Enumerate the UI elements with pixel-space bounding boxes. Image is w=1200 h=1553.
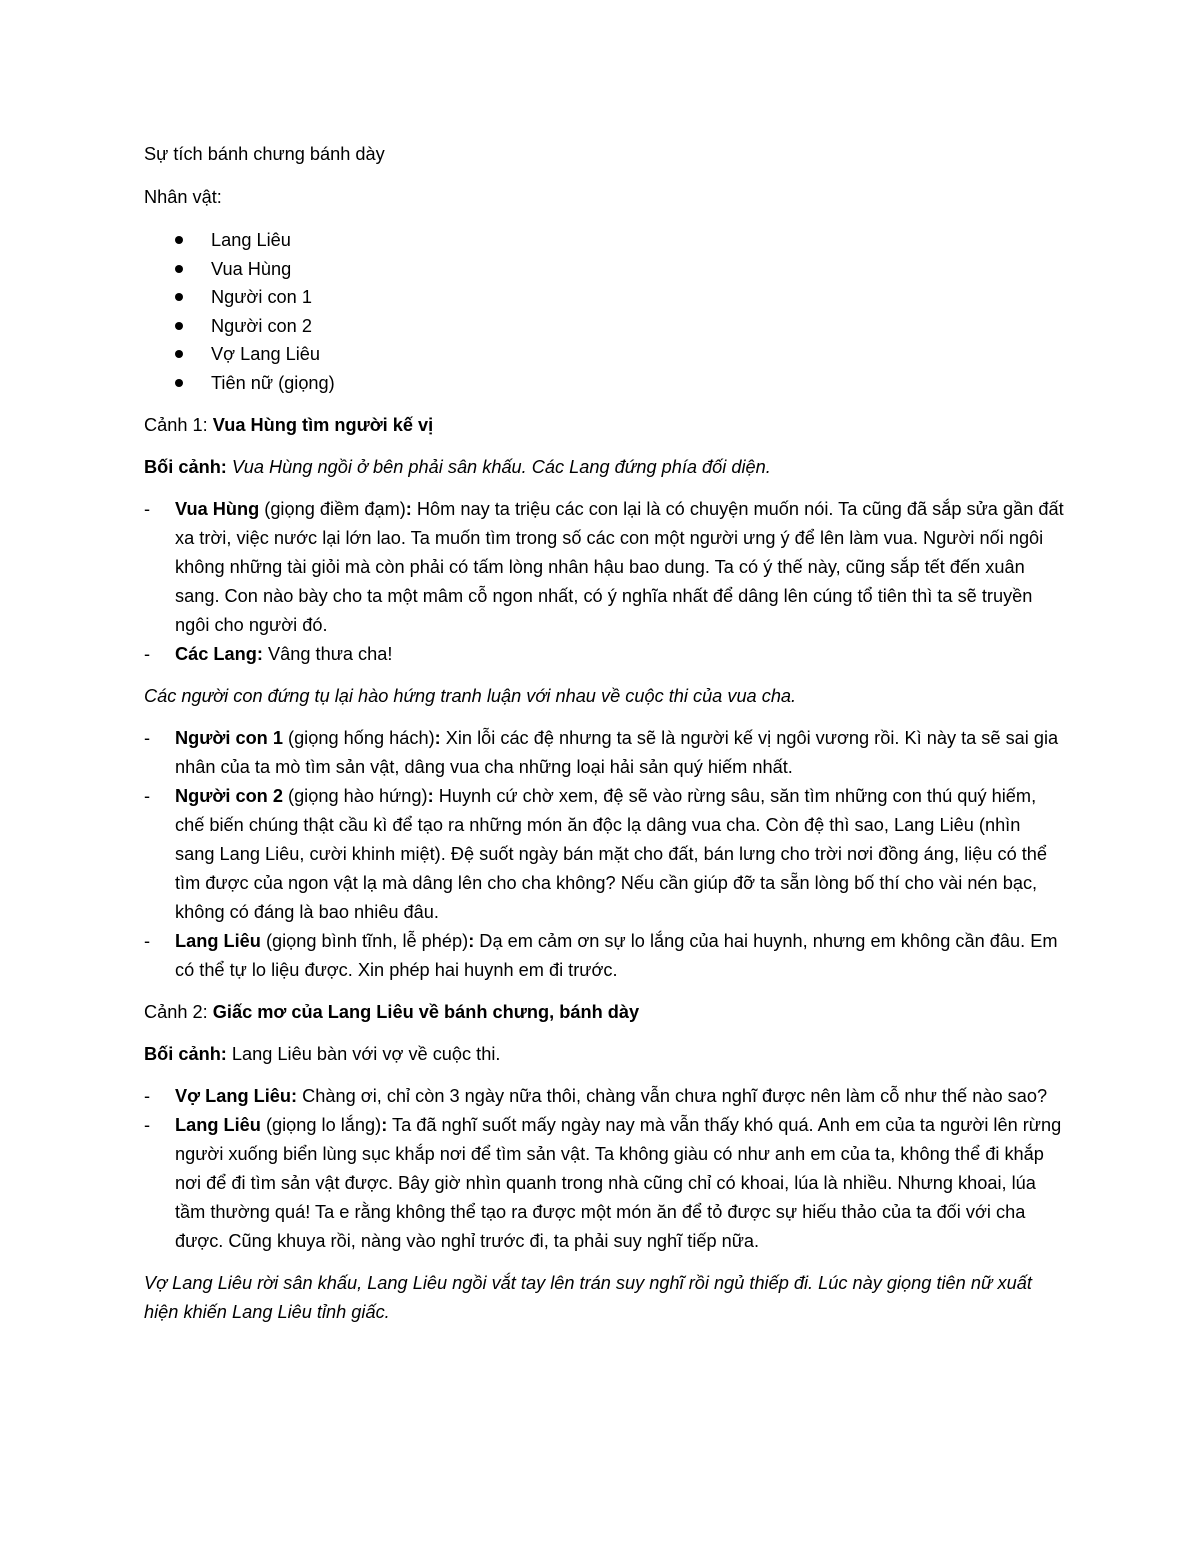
- dialog-text: Vâng thưa cha!: [262, 644, 393, 664]
- scene-2-context: [144, 1040, 1064, 1069]
- character-name: Tiên nữ (giọng): [211, 372, 335, 393]
- speaker-colon: :: [405, 499, 412, 519]
- bullet-icon: [175, 265, 183, 273]
- speaker: Lang Liêu: [175, 1115, 261, 1135]
- speaker-colon: :: [291, 1086, 298, 1106]
- dialog-line: [144, 640, 1064, 669]
- speaker: Vua Hùng: [175, 499, 260, 519]
- document-title: Sự tích bánh chưng bánh dày: [144, 144, 385, 164]
- speaker-colon: :: [427, 786, 434, 806]
- speaker: Người con 1: [175, 728, 283, 748]
- speaker-note: (giọng hống hách): [282, 728, 435, 748]
- dash-marker: -: [144, 728, 151, 748]
- dash-marker: -: [144, 786, 151, 806]
- dialog-line: [144, 1082, 1064, 1111]
- speaker-colon: :: [381, 1115, 388, 1135]
- speaker-note: (giọng hào hứng): [282, 786, 428, 806]
- dialog-line: [144, 495, 1064, 640]
- scene-2-heading: [144, 998, 1064, 1027]
- dash-marker: -: [144, 931, 151, 951]
- bullet-icon: [175, 379, 183, 387]
- list-item: [144, 369, 1064, 398]
- dialog-line: [144, 724, 1064, 782]
- scene-title: Vua Hùng tìm người kế vị: [212, 415, 434, 435]
- list-item: [144, 255, 1064, 284]
- context-label: Bối cảnh:: [144, 457, 227, 477]
- list-item: [144, 312, 1064, 341]
- speaker-note: (giọng điềm đạm): [259, 499, 406, 519]
- dialog-line: [144, 782, 1064, 927]
- dialog-line: [144, 927, 1064, 985]
- dialog-line: [144, 1111, 1064, 1256]
- speaker-colon: :: [256, 644, 263, 664]
- scene-1-dialog: [144, 495, 1064, 669]
- character-name: Người con 1: [211, 287, 312, 307]
- list-item: [144, 283, 1064, 312]
- character-name: Người con 2: [211, 315, 312, 336]
- stage-direction: Vợ Lang Liêu rời sân khấu, Lang Liêu ngồi vắt tay lên trán suy nghĩ rồi ngủ thiếp đi. Lúc này giọng tiên nữ xuất hiện khiến Lang Liêu tỉnh giấc.: [144, 1273, 1032, 1322]
- dialog-text: Chàng ơi, chỉ còn 3 ngày nữa thôi, chàng vẫn chưa nghĩ được nên làm cỗ như thế nào sao?: [297, 1086, 1048, 1106]
- bullet-icon: [175, 350, 183, 358]
- scene-title: Giấc mơ của Lang Liêu về bánh chưng, bánh dày: [212, 1002, 640, 1022]
- stage-direction: Các người con đứng tụ lại hào hứng tranh luận với nhau về cuộc thi của vua cha.: [144, 686, 797, 706]
- document-page: [144, 140, 1064, 1340]
- speaker: Vợ Lang Liêu: [175, 1086, 291, 1106]
- speaker-note: (giọng lo lắng): [260, 1115, 382, 1135]
- dialog-text: Ta đã nghĩ suốt mấy ngày nay mà vẫn thấy khó quá. Anh em của ta người lên rừng người xuống biển lùng sục khắp nơi để tìm sản vật. Ta không giàu có như anh em của ta, không thể đi khắp nơi để đi tìm sản vật được. Bây giờ nhìn quanh trong nhà cũng chỉ có khoai, lúa là nhiều. Nhưng khoai, lúa tầm thường quá! Ta e rằng không thể tạo ra được một món ăn để tỏ được sự hiếu thảo của ta đối với cha được. Cũng khuya rồi, nàng vào nghỉ trước đi, ta phải suy nghĩ tiếp nữa.: [175, 1115, 1062, 1251]
- scene-prefix: Cảnh 2:: [144, 1002, 213, 1022]
- scene-1-heading: [144, 411, 1064, 440]
- characters-list: [144, 226, 1064, 397]
- bullet-icon: [175, 236, 183, 244]
- context-text: Lang Liêu bàn với vợ về cuộc thi.: [226, 1044, 501, 1064]
- scene-2-dialog: [144, 1082, 1064, 1256]
- scene-1-dialog-2: [144, 724, 1064, 985]
- dash-marker: -: [144, 644, 151, 664]
- list-item: [144, 226, 1064, 255]
- scene-prefix: Cảnh 1:: [144, 415, 213, 435]
- speaker: Các Lang: [175, 644, 257, 664]
- character-name: Lang Liêu: [211, 230, 291, 250]
- bullet-icon: [175, 322, 183, 330]
- scene-1-context: [144, 453, 1064, 482]
- character-name: Vợ Lang Liêu: [211, 344, 321, 364]
- speaker: Lang Liêu: [175, 931, 261, 951]
- speaker-colon: :: [468, 931, 475, 951]
- speaker: Người con 2: [175, 786, 283, 806]
- list-item: [144, 340, 1064, 369]
- dialog-text: Dạ em cảm ơn sự lo lắng của hai huynh, nhưng em không cần đâu. Em có thể tự lo liệu được. Xin phép hai huynh em đi trước.: [175, 931, 1058, 980]
- dialog-text: Hôm nay ta triệu các con lại là có chuyện muốn nói. Ta cũng đã sắp sửa gần đất xa trời, việc nước lại lớn lao. Ta muốn tìm trong số các con một người ưng ý để lên làm vua. Người nối ngôi không những tài giỏi mà còn phải có tấm lòng nhân hậu bao dung. Ta có ý thế này, cũng sắp tết đến xuân sang. Con nào bày cho ta một mâm cỗ ngon nhất, có ý nghĩa nhất để dâng lên cúng tổ tiên thì ta sẽ truyền ngôi cho người đó.: [175, 499, 1064, 635]
- dialog-text: Huynh cứ chờ xem, đệ sẽ vào rừng sâu, săn tìm những con thú quý hiếm, chế biến chúng thật cầu kì để tạo ra những món ăn độc lạ dâng vua cha. Còn đệ thì sao, Lang Liêu (nhìn sang Lang Liêu, cười khinh miệt). Đệ suốt ngày bán mặt cho đất, bán lưng cho trời nơi đồng áng, liệu có thể tìm được của ngon vật lạ mà dâng lên cho cha không? Nếu cần giúp đỡ ta sẵn lòng bố thí cho vài nén bạc, không có đáng là bao nhiêu đâu.: [175, 786, 1048, 922]
- dash-marker: -: [144, 499, 151, 519]
- dialog-text: Xin lỗi các đệ nhưng ta sẽ là người kế vị ngôi vương rồi. Kì này ta sẽ sai gia nhân của ta mò tìm sản vật, dâng vua cha những loại hải sản quý hiếm nhất.: [175, 728, 1059, 777]
- character-name: Vua Hùng: [211, 258, 292, 279]
- dash-marker: -: [144, 1086, 151, 1106]
- context-label: Bối cảnh:: [144, 1044, 227, 1064]
- speaker-colon: :: [434, 728, 441, 748]
- dash-marker: -: [144, 1115, 151, 1135]
- characters-label: Nhân vật:: [144, 187, 222, 207]
- context-text: Vua Hùng ngồi ở bên phải sân khấu. Các Lang đứng phía đối diện.: [226, 457, 771, 477]
- bullet-icon: [175, 293, 183, 301]
- speaker-note: (giọng bình tĩnh, lễ phép): [260, 931, 469, 951]
